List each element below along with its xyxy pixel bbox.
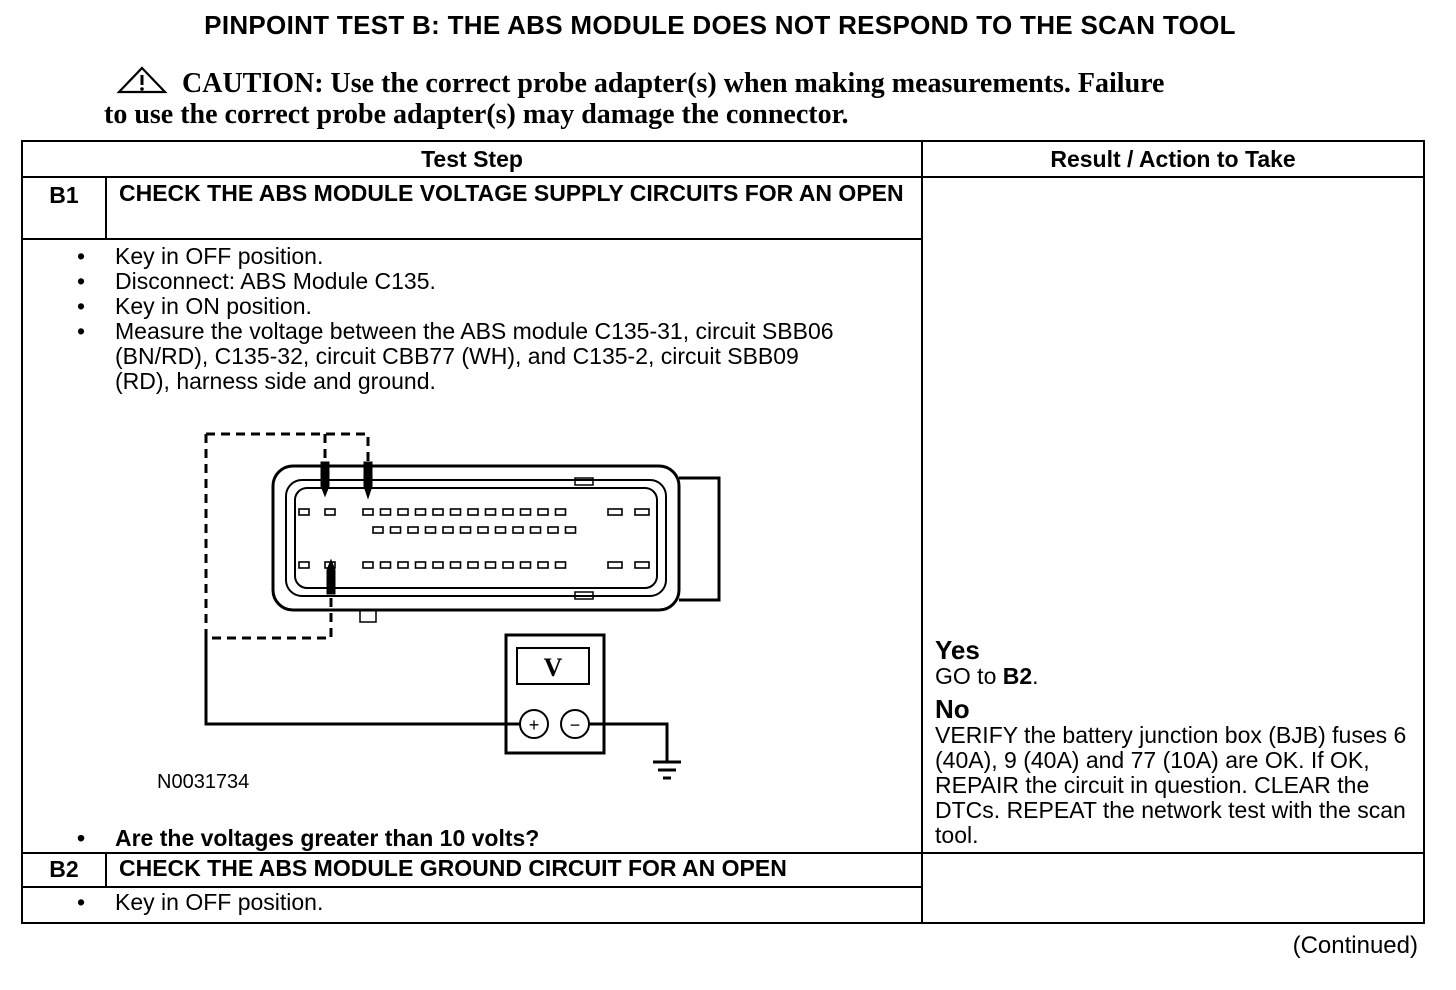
connector-pin <box>538 509 548 515</box>
connector-pin <box>468 509 478 515</box>
connector-pin <box>299 562 309 568</box>
connector-pin <box>443 527 453 533</box>
connector-pin <box>325 509 335 515</box>
connector-pin <box>486 562 496 568</box>
connector-pin <box>608 562 622 568</box>
connector-pin <box>513 527 523 533</box>
connector-pin <box>373 527 383 533</box>
b2-title-row <box>22 853 1424 887</box>
b1-no-label: No <box>935 694 970 724</box>
continued-label: (Continued) <box>1292 932 1418 959</box>
b2-step-body <box>22 887 922 923</box>
b1-step-id: B1 <box>22 177 106 239</box>
caution-block <box>104 66 1304 130</box>
connector-pin <box>416 562 426 568</box>
b2-result-cell <box>922 853 1424 923</box>
connector-pin <box>556 562 566 568</box>
connector-pin <box>398 509 408 515</box>
b1-bullet-list <box>23 244 921 394</box>
connector-pin <box>299 509 309 515</box>
connector-pin <box>521 562 531 568</box>
meter-minus-terminal: − <box>569 715 581 735</box>
connector-pin <box>451 562 461 568</box>
connector-pin <box>486 509 496 515</box>
b1-question: • Are the voltages greater than 10 volts? <box>115 826 921 851</box>
list-item: • Measure the voltage between the ABS module C135-31, circuit SBB06 (BN/RD), C135-32, circuit CBB77 (WH), and C135-2, circuit SBB09 (RD), harness side and ground. <box>115 319 835 394</box>
connector-pin <box>635 509 649 515</box>
connector-pin <box>503 509 513 515</box>
b2-step-id: B2 <box>22 853 106 887</box>
list-item: • Disconnect: ABS Module C135. <box>115 269 921 294</box>
connector-pin <box>566 527 576 533</box>
b1-yes-label: Yes <box>935 635 980 665</box>
header-result: Result / Action to Take <box>922 141 1424 177</box>
connector-pin <box>381 509 391 515</box>
connector-pin <box>408 527 418 533</box>
connector-pin <box>548 527 558 533</box>
caution-line-1 <box>104 66 1304 99</box>
connector-pin <box>433 509 443 515</box>
connector-pin <box>556 509 566 515</box>
caution-text-1: CAUTION: Use the correct probe adapter(s) when making measurements. Failure <box>182 68 1165 99</box>
header-row <box>22 141 1424 177</box>
connector-pin <box>426 527 436 533</box>
connector-pin <box>363 562 373 568</box>
meter-plus-terminal: + <box>528 715 540 735</box>
b1-result-cell <box>922 177 1424 853</box>
connector-pin <box>478 527 488 533</box>
connector-pin <box>391 527 401 533</box>
connector-pin <box>451 509 461 515</box>
connector-pin <box>538 562 548 568</box>
connector-pin <box>461 527 471 533</box>
figure-code: N0031734 <box>157 771 250 793</box>
connector-pin <box>433 562 443 568</box>
connector-pin <box>608 509 622 515</box>
b1-no-text: VERIFY the battery junction box (BJB) fuses 6 (40A), 9 (40A) and 77 (10A) are OK. If OK, REPAIR the circuit in question. CLEAR the DTCs. REPEAT the network test with the scan tool. <box>935 722 1407 848</box>
connector-pin <box>503 562 513 568</box>
b1-yes-text: GO to B2. <box>935 663 1039 689</box>
list-item: • Key in OFF position. <box>115 244 921 269</box>
meter-label: V <box>543 653 563 682</box>
connector-pin <box>531 527 541 533</box>
page-title: PINPOINT TEST B: THE ABS MODULE DOES NOT RESPOND TO THE SCAN TOOL <box>204 10 1236 40</box>
b1-question-list <box>23 826 921 851</box>
header-test-step: Test Step <box>22 141 922 177</box>
connector-pin <box>635 562 649 568</box>
connector-pin <box>398 562 408 568</box>
list-item: • Key in ON position. <box>115 294 921 319</box>
connector-diagram <box>23 394 919 826</box>
connector-pin <box>381 562 391 568</box>
connector-pin <box>521 509 531 515</box>
pinpoint-table <box>21 140 1425 924</box>
b2-link: B2 <box>1002 663 1033 689</box>
connector-diagram-svg <box>23 394 919 826</box>
b1-step-body <box>22 239 922 853</box>
connector-pin <box>416 509 426 515</box>
connector-pin <box>363 509 373 515</box>
connector-pin <box>468 562 478 568</box>
b1-step-name: CHECK THE ABS MODULE VOLTAGE SUPPLY CIRCUITS FOR AN OPEN <box>106 177 922 239</box>
b1-title-row <box>22 177 1424 239</box>
connector-pin <box>496 527 506 533</box>
list-item: • Key in OFF position. <box>115 890 921 915</box>
warning-triangle-icon <box>116 66 168 94</box>
caution-text-2: to use the correct probe adapter(s) may damage the connector. <box>104 99 849 130</box>
b2-step-name: CHECK THE ABS MODULE GROUND CIRCUIT FOR AN OPEN <box>106 853 922 887</box>
b2-bullet-list <box>23 890 921 915</box>
